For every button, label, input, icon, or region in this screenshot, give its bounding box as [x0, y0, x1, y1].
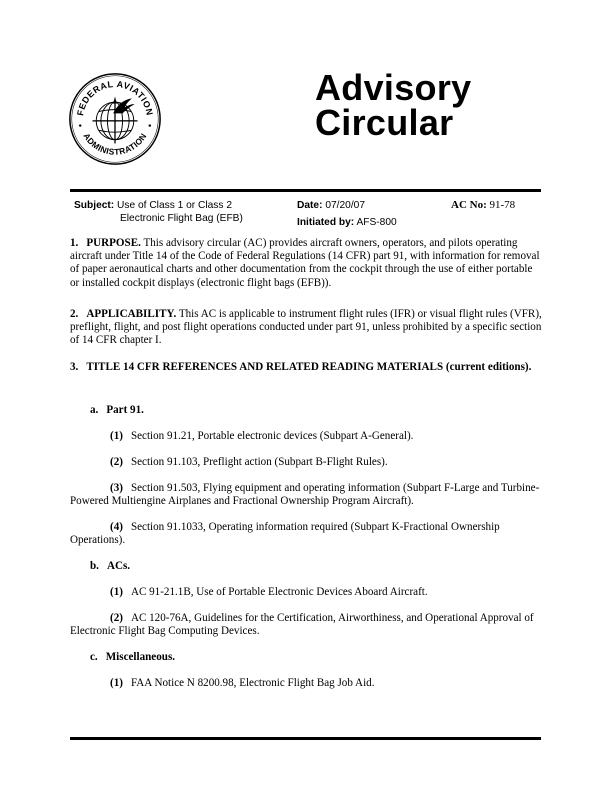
list-item: [70, 521, 542, 547]
section-text: This advisory circular (AC) provides aircraft owners, operators, and pilots operating aircraft under Title 14 of the Code of Federal Regulations (14 CFR) part 91, with information for removal of paper aeronautical charts and other documentation from the cockpit through the use of either portable or installed cockpit displays (electronic flight bags (EFB)).: [70, 237, 540, 289]
subsection-heading: Miscellaneous.: [105, 651, 176, 663]
subject-line-1: Use of Class 1 or Class 2: [117, 200, 232, 211]
seal-bottom-text: ADMINISTRATION: [81, 131, 149, 157]
item-number: (4): [110, 521, 123, 533]
item-text: AC 91-21.1B, Use of Portable Electronic Devices Aboard Aircraft.: [130, 586, 428, 598]
header-rule: [70, 189, 541, 192]
initiated-label: Initiated by:: [297, 217, 355, 228]
title-line-circular: Circular: [315, 102, 454, 143]
subsection-letter: b.: [90, 560, 99, 572]
item-number: (2): [110, 612, 123, 624]
subsection-letter: c.: [90, 651, 98, 663]
item-number: (1): [110, 430, 123, 442]
seal-top-text: FEDERAL AVIATION: [75, 78, 155, 117]
item-number: (1): [110, 586, 123, 598]
item-number: (2): [110, 456, 123, 468]
date-block: [297, 199, 397, 229]
subject-line-2: Electronic Flight Bag (EFB): [120, 213, 243, 224]
date-label: Date:: [297, 200, 323, 211]
subsection-acs: [70, 560, 562, 573]
list-item: [70, 456, 542, 469]
section-number: 1.: [70, 237, 79, 249]
section-number: 2.: [70, 308, 79, 320]
list-item: [70, 430, 542, 443]
list-item: [70, 482, 542, 508]
subsection-miscellaneous: [70, 651, 562, 664]
item-text: Section 91.503, Flying equipment and operating information (Subpart F-Large and Turbine-Powered Multiengine Airplanes and Fractional Ownership Program Aircraft).: [70, 482, 540, 508]
ac-number: [451, 199, 515, 212]
item-text: Section 91.21, Portable electronic devices (Subpart A-General).: [130, 430, 414, 442]
list-item: [70, 586, 542, 599]
section-references: [70, 361, 542, 374]
footer-rule: [70, 737, 541, 740]
item-text: Section 91.103, Preflight action (Subpart B-Flight Rules).: [130, 456, 388, 468]
item-text: AC 120-76A, Guidelines for the Certification, Airworthiness, and Operational Approval of Electronic Flight Bag Computing Devices.: [70, 612, 534, 638]
subsection-letter: a.: [90, 404, 99, 416]
section-heading: TITLE 14 CFR REFERENCES AND RELATED READING MATERIALS (current editions).: [86, 361, 532, 373]
list-item: [70, 612, 542, 638]
list-item: [70, 677, 542, 690]
title-line-advisory: Advisory: [315, 67, 472, 108]
section-purpose: [70, 237, 542, 290]
acno-label: AC No:: [451, 199, 487, 211]
section-heading: PURPOSE.: [86, 237, 141, 249]
faa-seal-icon: [68, 72, 162, 166]
section-text: This AC is applicable to instrument flight rules (IFR) or visual flight rules (VFR), preflight, flight, and post flight operations conducted under part 91, unless prohibited by a specific section of 14 CFR chapter I.: [70, 308, 542, 347]
item-number: (3): [110, 482, 123, 494]
acno-value: 91-78: [489, 199, 516, 211]
subsection-part-91: [70, 404, 562, 417]
subsection-heading: Part 91.: [106, 404, 144, 416]
item-number: (1): [110, 677, 123, 689]
subject-block: [74, 199, 243, 225]
initiated-value: AFS-800: [356, 217, 397, 228]
document-title: [315, 67, 472, 143]
subject-label: Subject:: [74, 200, 115, 211]
section-number: 3.: [70, 361, 79, 373]
section-applicability: [70, 308, 542, 348]
date-value: 07/20/07: [325, 200, 365, 211]
subsection-heading: ACs.: [106, 560, 131, 572]
section-heading: APPLICABILITY.: [86, 308, 177, 320]
item-text: FAA Notice N 8200.98, Electronic Flight Bag Job Aid.: [130, 677, 375, 689]
item-text: Section 91.1033, Operating information required (Subpart K-Fractional Ownership Operations).: [70, 521, 500, 547]
